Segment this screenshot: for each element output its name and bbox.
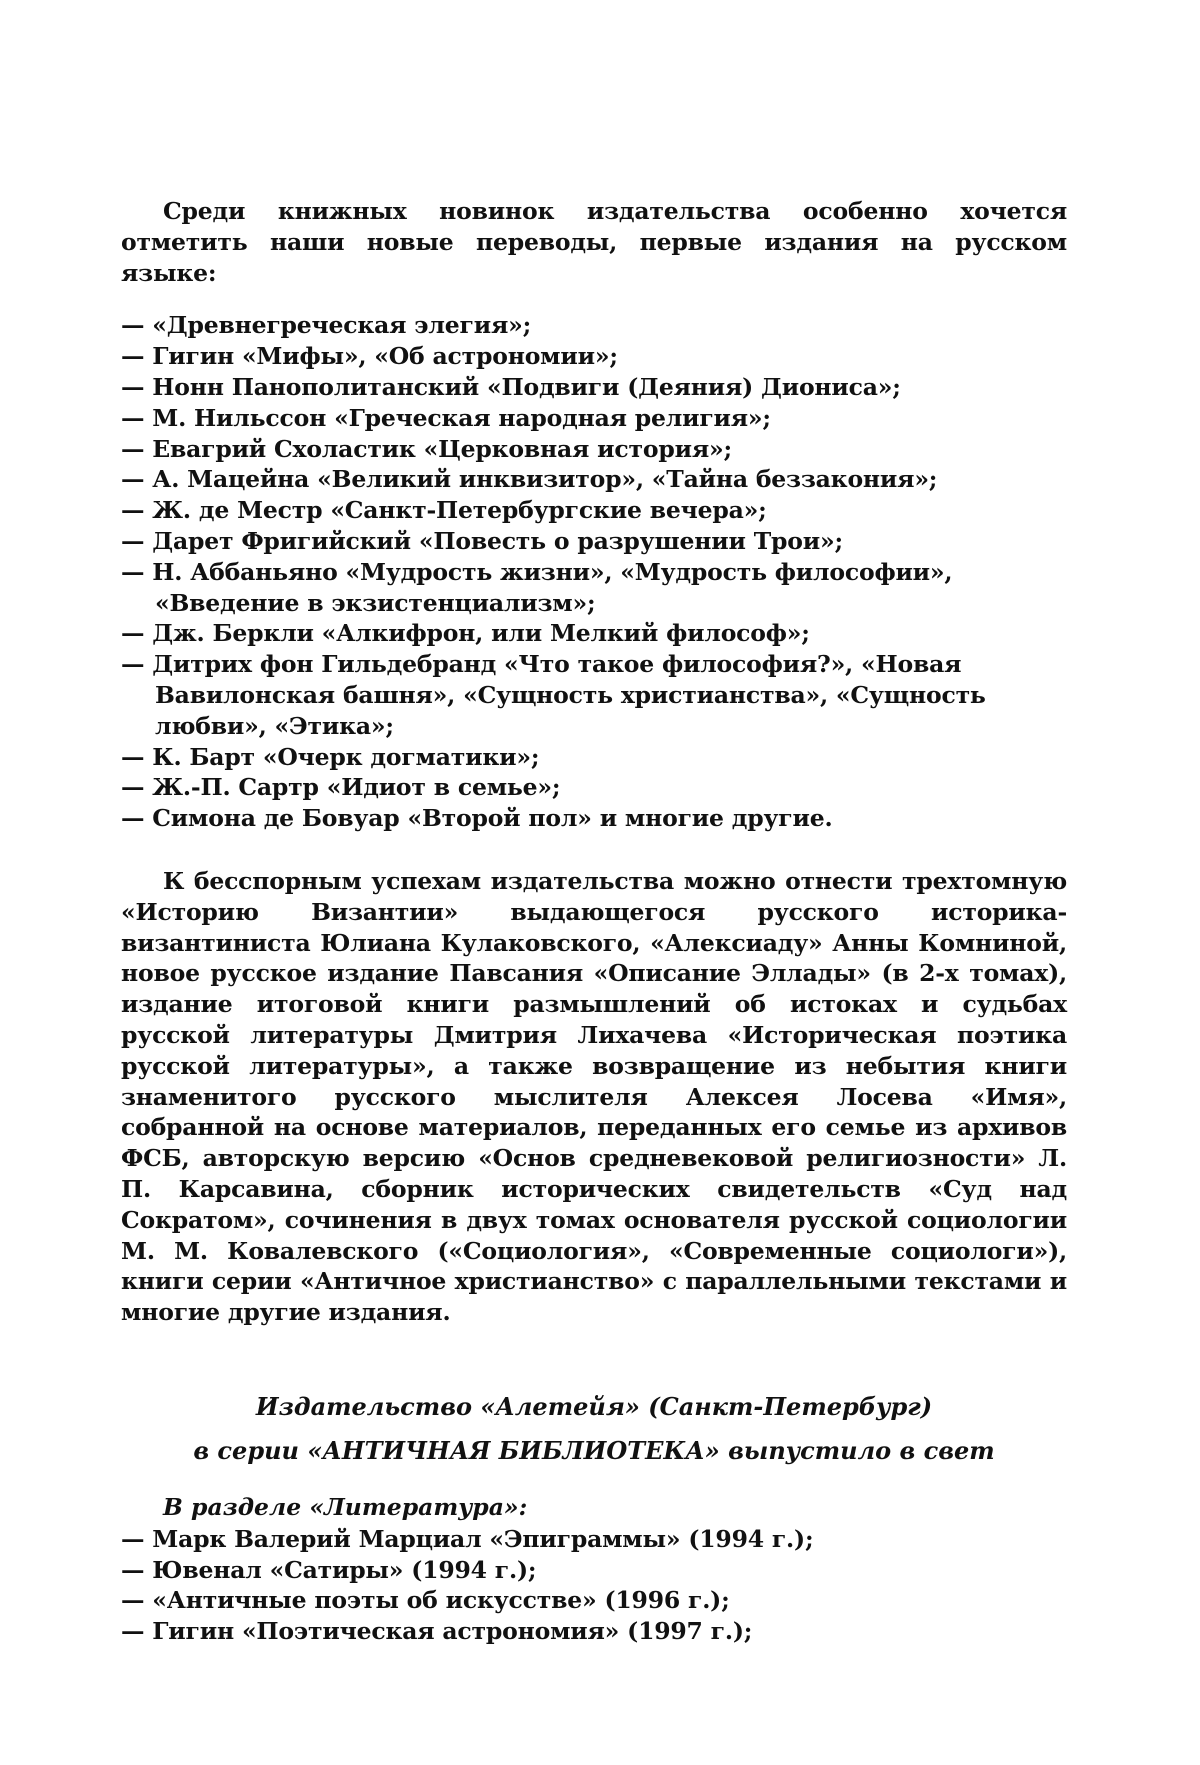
list-item: — К. Барт «Очерк догматики»; (121, 742, 540, 771)
spacer (121, 1466, 1067, 1492)
list-item: — М. Нильссон «Греческая народная религия»; (121, 403, 771, 432)
page-content (121, 196, 1067, 1647)
section-title-literature: В разделе «Литература»: (163, 1492, 528, 1521)
list-item: — Евагрий Схоластик «Церковная история»; (121, 434, 732, 463)
spacer (121, 288, 1067, 310)
list-item: — «Древнегреческая элегия»; (121, 311, 532, 340)
publisher-subheading: в серии «АНТИЧНАЯ БИБЛИОТЕКА» выпустило в свет (193, 1435, 995, 1465)
list-item: — Н. Аббаньяно «Мудрость жизни», «Мудрость философии», «Введение в экзистенциализм»; (121, 557, 953, 617)
list-item: — «Античные поэты об искусстве» (1996 г.); (121, 1586, 730, 1615)
list-item: — Ювенал «Сатиры» (1994 г.); (121, 1555, 537, 1584)
publisher-heading: Издательство «Алетейя» (Санкт-Петербург) (255, 1391, 933, 1421)
list-item: — Дарет Фригийский «Повесть о разрушении Трои»; (121, 526, 843, 555)
spacer (121, 834, 1067, 866)
list-item: — Нонн Панополитанский «Подвиги (Деяния) Диониса»; (121, 372, 901, 401)
list-item: — Гигин «Поэтическая астрономия» (1997 г.); (121, 1617, 753, 1646)
list-item: — Ж. де Местр «Санкт-Петербургские вечера»; (121, 496, 767, 525)
spacer (121, 1422, 1067, 1436)
list-item: — Гигин «Мифы», «Об астрономии»; (121, 342, 618, 371)
new-translations-list (121, 310, 1067, 834)
list-item: — Ж.-П. Сартр «Идиот в семье»; (121, 773, 561, 802)
list-item: — Дж. Беркли «Алкифрон, или Мелкий философ»; (121, 619, 810, 648)
list-item: — Марк Валерий Марциал «Эпиграммы» (1994 г.); (121, 1524, 814, 1553)
list-item: — А. Мацейна «Великий инквизитор», «Тайна беззакония»; (121, 465, 938, 494)
list-item: — Симона де Бовуар «Второй пол» и многие другие. (121, 804, 833, 833)
spacer (121, 1328, 1067, 1392)
achievements-paragraph: К бесспорным успехам издательства можно отнести трехтомную «Историю Византии» выдающегося русского историка-византиниста Юлиана Кулаковского, «Алексиаду» Анны Комниной, новое русское издание Павсания «Описание Эллады» (в 2-х томах), издание итоговой книги размышлений об истоках и судьбах русской литературы Дмитрия Лихачева «Историческая поэтика русской литературы», а также возвращение из небытия книги знаменитого русского мыслителя Алексея Лосева «Имя», собранной на основе материалов, переданных его семье из архивов ФСБ, авторскую версию «Основ средневековой религиозности» Л. П. Карсавина, сборник исторических свидетельств «Суд над Сократом», сочинения в двух томах основателя русской социологии М. М. Ковалевского («Социология», «Современные социологи»), книги серии «Античное христианство» с параллельными текстами и многие другие издания. (121, 866, 1067, 1327)
literature-list (121, 1524, 1067, 1647)
list-item: — Дитрих фон Гильдебранд «Что такое философия?», «Новая Вавилонская башня», «Сущность христианства», «Сущность любви», «Этика»; (121, 650, 986, 740)
intro-paragraph: Среди книжных новинок издательства особенно хочется отметить наши новые переводы, первые издания на русском языке: (121, 197, 1067, 287)
